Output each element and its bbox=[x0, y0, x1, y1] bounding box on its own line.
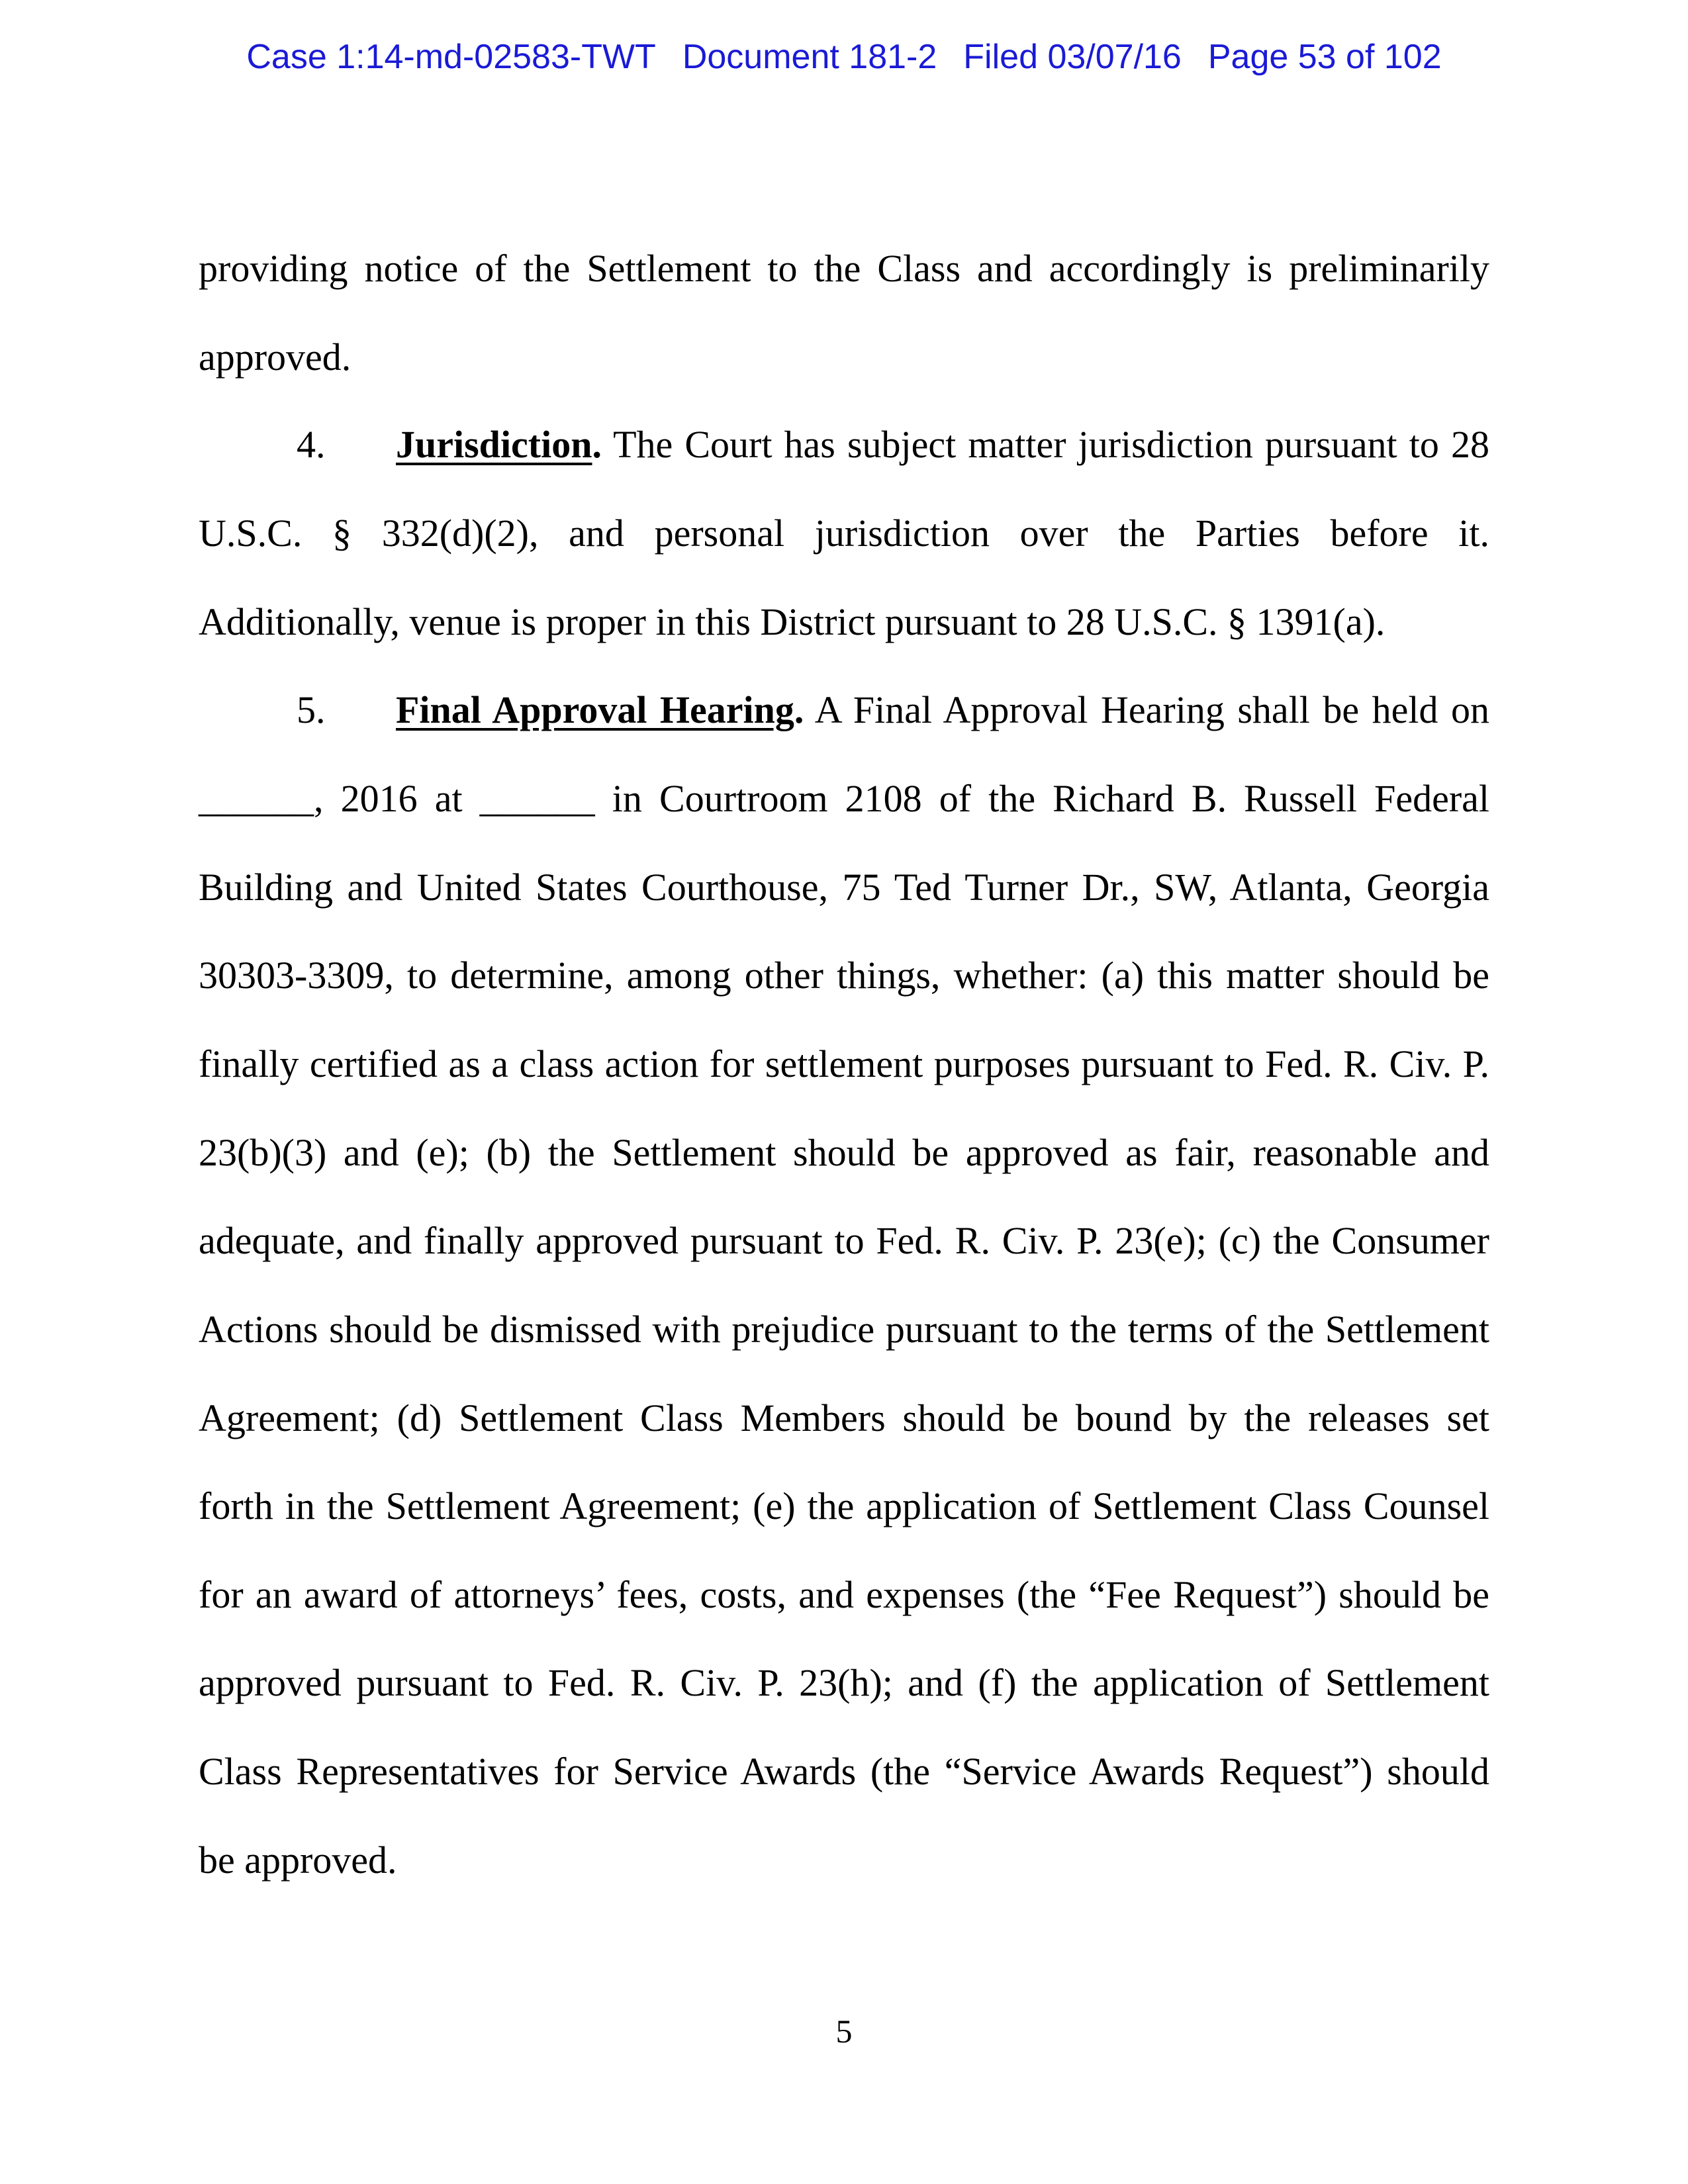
paragraph-5-heading-group bbox=[396, 688, 804, 731]
paragraph-4-line-1 bbox=[199, 418, 1489, 471]
paragraph-5-last-line: be approved. bbox=[199, 1839, 397, 1882]
paragraph-4-number: 4. bbox=[297, 423, 326, 466]
paragraph-4-first-line-text: The Court has subject matter jurisdiction pursuant to 28 bbox=[613, 423, 1489, 466]
paragraph-4-heading-group bbox=[396, 423, 602, 466]
paragraph-5-first-line-text: A Final Approval Hearing shall be held on bbox=[814, 688, 1489, 731]
paragraph-5-line: finally certified as a class action for settlement purposes pursuant to Fed. R. Civ. P. bbox=[199, 1042, 1489, 1085]
paragraph-5-line-1 bbox=[199, 684, 1489, 737]
document-number: Document 181-2 bbox=[682, 38, 937, 76]
paragraph-5-heading-period: . bbox=[794, 688, 804, 731]
court-filing-header bbox=[0, 37, 1688, 77]
body-line-1: providing notice of the Settlement to the Class and accordingly is preliminarily bbox=[199, 247, 1489, 290]
filed-date: Filed 03/07/16 bbox=[963, 38, 1182, 76]
paragraph-5-heading: Final Approval Hearing bbox=[396, 688, 794, 731]
paragraph-5-line: for an award of attorneys’ fees, costs, and expenses (the “Fee Request”) should be bbox=[199, 1573, 1489, 1616]
paragraph-5-line: Actions should be dismissed with prejudice pursuant to the terms of the Settlement bbox=[199, 1308, 1489, 1351]
paragraph-4-heading-period: . bbox=[592, 423, 602, 466]
paragraph-5-line: Agreement; (d) Settlement Class Members should be bound by the releases set bbox=[199, 1396, 1489, 1439]
body-line-2: approved. bbox=[199, 336, 352, 379]
page-count: Page 53 of 102 bbox=[1207, 38, 1442, 76]
paragraph-4-line-2: U.S.C. § 332(d)(2), and personal jurisdiction over the Parties before it. bbox=[199, 512, 1489, 555]
page-number: 5 bbox=[835, 2013, 853, 2050]
paragraph-5-number: 5. bbox=[297, 688, 326, 731]
paragraph-5-line: ______, 2016 at ______ in Courtroom 2108 of the Richard B. Russell Federal bbox=[199, 777, 1489, 820]
paragraph-5-line: 30303-3309, to determine, among other things, whether: (a) this matter should be bbox=[199, 954, 1489, 997]
paragraph-5-line: 23(b)(3) and (e); (b) the Settlement should be approved as fair, reasonable and bbox=[199, 1131, 1489, 1174]
paragraph-5-line: Building and United States Courthouse, 75 Ted Turner Dr., SW, Atlanta, Georgia bbox=[199, 866, 1489, 909]
paragraph-5-line: forth in the Settlement Agreement; (e) the application of Settlement Class Counsel bbox=[199, 1484, 1489, 1527]
paragraph-5-line: Class Representatives for Service Awards (the “Service Awards Request”) should bbox=[199, 1750, 1489, 1793]
paragraph-4-heading: Jurisdiction bbox=[396, 423, 592, 466]
paragraph-5-line: adequate, and finally approved pursuant to Fed. R. Civ. P. 23(e); (c) the Consumer bbox=[199, 1219, 1489, 1262]
paragraph-5-line: approved pursuant to Fed. R. Civ. P. 23(h); and (f) the application of Settlement bbox=[199, 1661, 1489, 1704]
case-number: Case 1:14-md-02583-TWT bbox=[246, 38, 656, 76]
paragraph-4-line-3: Additionally, venue is proper in this District pursuant to 28 U.S.C. § 1391(a). bbox=[199, 600, 1385, 643]
